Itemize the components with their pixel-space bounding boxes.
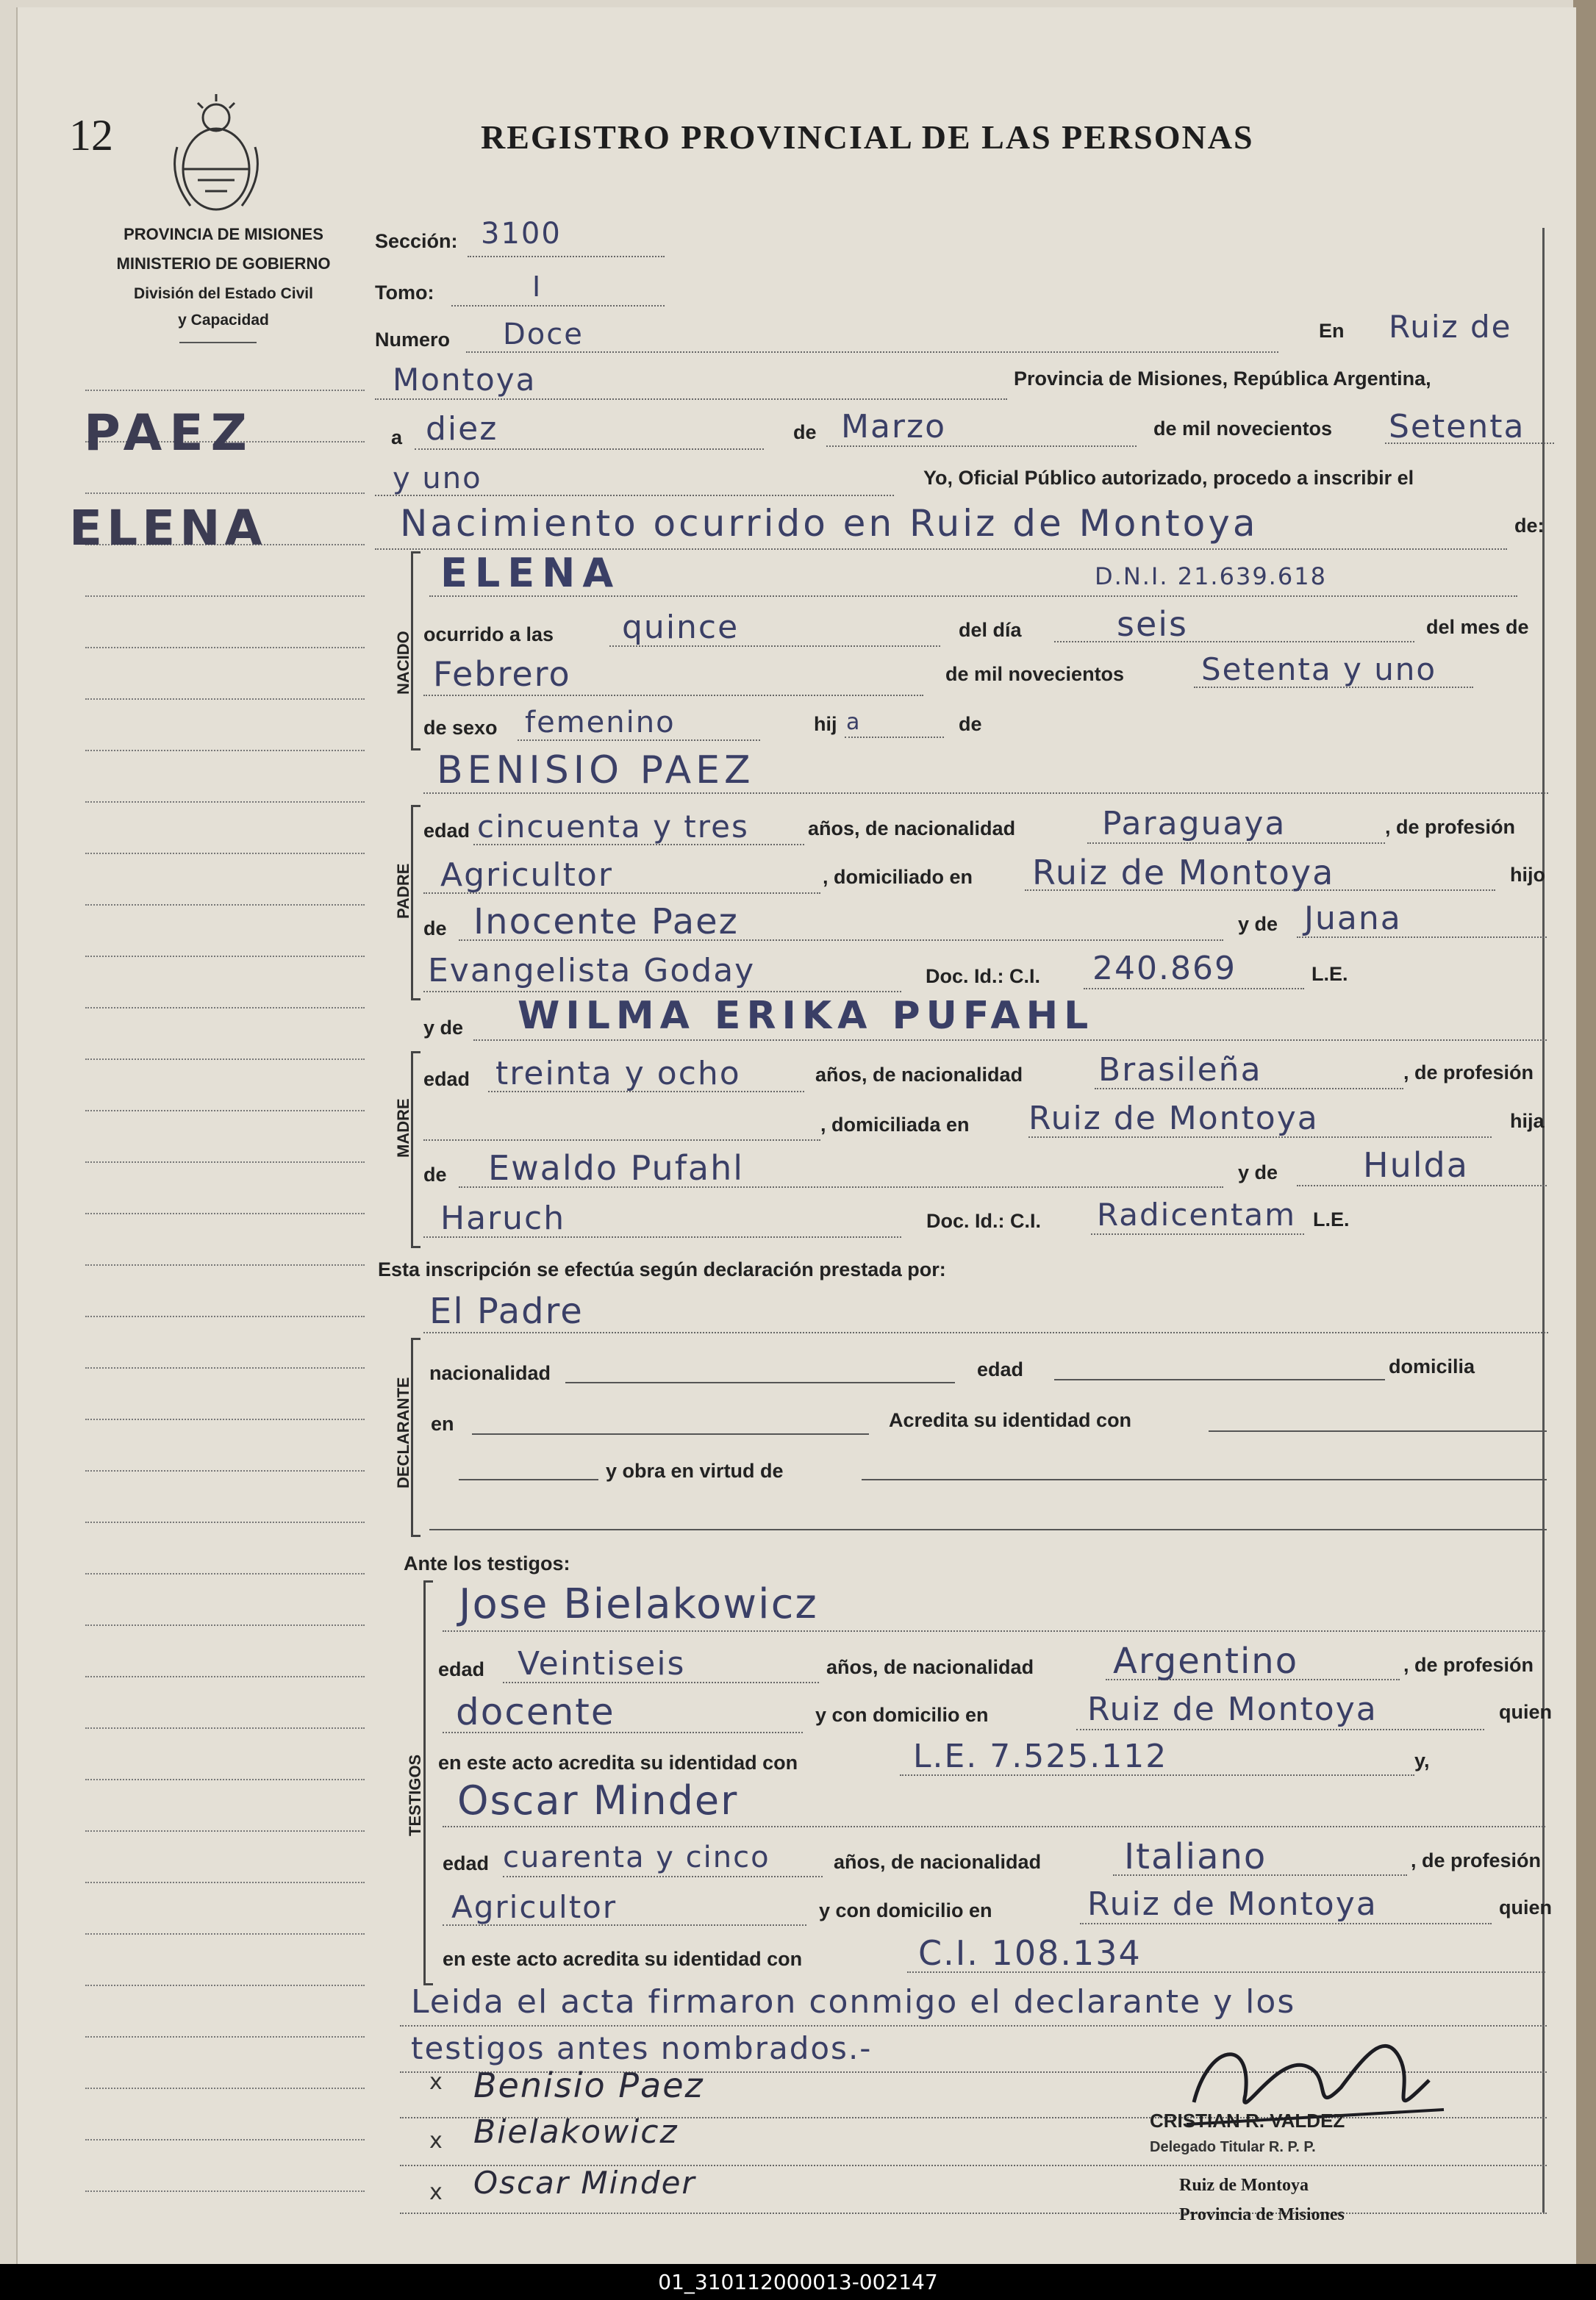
place-continuation: Montoya xyxy=(393,362,537,398)
mother-mother-cont: Haruch xyxy=(440,1200,566,1237)
mother-edad-label: edad xyxy=(423,1068,470,1090)
mother-dom-label: , domiciliada en xyxy=(820,1114,970,1136)
mother-nac-label: años, de nacionalidad xyxy=(815,1064,1023,1086)
registration-year: Setenta xyxy=(1389,408,1525,445)
en-value: Ruiz de xyxy=(1389,309,1512,345)
witness1-domicile: Ruiz de Montoya xyxy=(1087,1691,1378,1728)
nacionalidad-label: nacionalidad xyxy=(429,1362,551,1384)
de-label-2: de xyxy=(959,713,982,735)
acredita-label: Acredita su identidad con xyxy=(889,1409,1132,1431)
obra-label: y obra en virtud de xyxy=(606,1460,784,1482)
testigos-intro: Ante los testigos: xyxy=(404,1552,570,1574)
signature-mark-1: x xyxy=(429,2069,444,2095)
numero-value: Doce xyxy=(503,318,584,351)
witness1-profession: docente xyxy=(456,1691,615,1733)
page-number: 12 xyxy=(69,111,113,160)
de-colon-label: de: xyxy=(1514,515,1545,537)
witness2-id: C.I. 108.134 xyxy=(918,1933,1142,1973)
numero-label: Numero xyxy=(375,329,451,351)
mother-doc-label: Doc. Id.: C.I. xyxy=(926,1210,1042,1232)
witness1-y-label: y, xyxy=(1414,1749,1430,1771)
father-domicile: Ruiz de Montoya xyxy=(1032,853,1335,892)
margin-surname: PAEZ xyxy=(84,404,254,462)
witness2-prof-label: , de profesión xyxy=(1411,1849,1542,1871)
witness2-name: Oscar Minder xyxy=(457,1777,739,1824)
book-binding-edge xyxy=(1573,0,1596,2264)
child-dni: D.N.I. 21.639.618 xyxy=(1095,562,1327,590)
a-label: a xyxy=(391,426,403,448)
seccion-label: Sección: xyxy=(375,230,458,252)
witness2-signature: Oscar Minder xyxy=(473,2165,696,2201)
mother-mother: Hulda xyxy=(1363,1145,1469,1185)
closing-line-2: testigos antes nombrados.- xyxy=(411,2030,873,2066)
declarante-bracket xyxy=(411,1338,421,1537)
birth-hour: quince xyxy=(622,609,740,646)
testigos-section-label: TESTIGOS xyxy=(406,1754,424,1836)
testigos-bracket xyxy=(423,1580,433,1985)
page-title: REGISTRO PROVINCIAL DE LAS PERSONAS xyxy=(481,118,1254,156)
birth-month: Febrero xyxy=(433,654,571,694)
father-edad-label: edad xyxy=(423,820,470,842)
tomo-value: I xyxy=(532,271,543,303)
witness1-acredita-label: en este acto acredita su identidad con xyxy=(438,1752,798,1774)
signature-mark-2: x xyxy=(429,2128,444,2154)
witness2-age: cuarenta y cinco xyxy=(503,1841,770,1874)
declarante-value: El Padre xyxy=(429,1291,584,1332)
mother-nationality: Brasileña xyxy=(1098,1051,1262,1089)
signature-mark-3: x xyxy=(429,2179,444,2205)
witness1-nac-label: años, de nacionalidad xyxy=(826,1656,1034,1678)
father-nationality: Paraguaya xyxy=(1102,805,1287,842)
child-name: ELENA xyxy=(440,550,621,596)
birth-year: Setenta y uno xyxy=(1201,651,1437,687)
stamp-line-2: Ruiz de Montoya xyxy=(1179,2176,1309,2195)
left-header-rule xyxy=(179,342,257,343)
madre-bracket xyxy=(411,1051,421,1248)
division-name: División del Estado Civil xyxy=(134,285,313,302)
provincia-text: Provincia de Misiones, República Argentina, xyxy=(1014,368,1431,390)
division-subname: y Capacidad xyxy=(178,312,269,329)
mother-ci: Radicentam xyxy=(1097,1197,1296,1233)
mother-de-label: de xyxy=(423,1164,447,1186)
declarante-section-label: DECLARANTE xyxy=(394,1377,412,1488)
official-name: CRISTIAN R. VALDEZ xyxy=(1150,2110,1345,2132)
witness1-signature: Bielakowicz xyxy=(473,2113,679,2151)
de-label: de xyxy=(793,421,817,443)
image-footer-id: 01_310112000013-002147 xyxy=(0,2264,1596,2300)
witness1-quien-label: quien xyxy=(1499,1701,1552,1723)
padre-bracket xyxy=(411,805,421,1000)
witness1-nationality: Argentino xyxy=(1113,1641,1299,1682)
hijo-label: hijo xyxy=(1510,864,1545,886)
hij-suffix: a xyxy=(846,709,862,735)
witness2-quien-label: quien xyxy=(1499,1896,1552,1919)
madre-section-label: MADRE xyxy=(394,1098,412,1158)
del-dia-label: del día xyxy=(959,619,1022,641)
witness1-name: Jose Bielakowicz xyxy=(459,1580,818,1628)
mother-y-de-label: y de xyxy=(1238,1161,1278,1183)
ocurrido-label: ocurrido a las xyxy=(423,623,554,645)
witness2-acredita-label: en este acto acredita su identidad con xyxy=(443,1948,803,1970)
father-profession: Agricultor xyxy=(440,856,613,894)
father-dom-label: , domiciliado en xyxy=(823,866,973,888)
ministry-name: MINISTERIO DE GOBIERNO xyxy=(116,254,331,273)
del-mes-label: del mes de xyxy=(1426,616,1529,638)
stamp-line-1: Delegado Titular R. P. P. xyxy=(1150,2139,1316,2155)
mother-y-de-label: y de xyxy=(423,1017,464,1039)
witness2-nac-label: años, de nacionalidad xyxy=(834,1851,1042,1873)
tomo-label: Tomo: xyxy=(375,282,434,304)
father-le-label: L.E. xyxy=(1311,963,1348,985)
mother-domicile: Ruiz de Montoya xyxy=(1028,1100,1319,1137)
padre-section-label: PADRE xyxy=(394,863,412,919)
nacido-bracket xyxy=(411,551,421,750)
seccion-value: 3100 xyxy=(481,217,562,251)
margin-given-name: ELENA xyxy=(69,500,267,556)
hij-label: hij xyxy=(814,713,837,735)
paper-sheet xyxy=(16,7,1576,2264)
birth-mil-label: de mil novecientos xyxy=(945,663,1125,685)
father-nac-label: años, de nacionalidad xyxy=(808,817,1016,839)
mil-label: de mil novecientos xyxy=(1153,418,1333,440)
mother-prof-label: , de profesión xyxy=(1403,1061,1534,1083)
mother-le-label: L.E. xyxy=(1313,1208,1350,1230)
witness1-edad-label: edad xyxy=(438,1658,485,1680)
father-mother-cont: Evangelista Goday xyxy=(428,952,756,989)
registration-month: Marzo xyxy=(841,408,947,445)
year-continuation: y uno xyxy=(393,462,482,495)
witness2-profession: Agricultor xyxy=(451,1889,618,1925)
witness2-edad-label: edad xyxy=(443,1852,490,1874)
nacido-section-label: NACIDO xyxy=(394,631,412,695)
mother-age: treinta y ocho xyxy=(495,1055,741,1092)
birth-day: seis xyxy=(1117,604,1189,644)
father-y-de-label: y de xyxy=(1238,913,1278,935)
father-ci: 240.869 xyxy=(1092,950,1237,987)
registration-day: diez xyxy=(426,410,498,448)
witness1-prof-label: , de profesión xyxy=(1403,1654,1534,1676)
father-age: cincuenta y tres xyxy=(477,809,749,845)
domicilia-label: domicilia xyxy=(1389,1355,1475,1378)
father-de-label: de xyxy=(423,917,447,939)
witness2-nationality: Italiano xyxy=(1124,1836,1267,1877)
oficial-text: Yo, Oficial Público autorizado, procedo a inscribir el xyxy=(923,467,1414,489)
father-signature: Benisio Paez xyxy=(473,2066,704,2105)
father-father: Inocente Paez xyxy=(473,901,739,942)
sexo-label: de sexo xyxy=(423,717,498,739)
witness1-id: L.E. 7.525.112 xyxy=(913,1738,1168,1775)
witness1-dom-label: y con domicilio en xyxy=(815,1704,989,1726)
declarante-en-label: en xyxy=(431,1413,454,1435)
mother-father: Ewaldo Pufahl xyxy=(488,1148,745,1188)
act-type: Nacimiento ocurrido en Ruiz de Montoya xyxy=(400,502,1259,545)
witness1-age: Veintiseis xyxy=(518,1645,686,1683)
father-doc-label: Doc. Id.: C.I. xyxy=(926,965,1041,987)
declaracion-text: Esta inscripción se efectúa según declaración prestada por: xyxy=(378,1258,946,1280)
witness2-domicile: Ruiz de Montoya xyxy=(1087,1885,1378,1923)
hija-label: hija xyxy=(1510,1110,1545,1132)
witness2-dom-label: y con domicilio en xyxy=(819,1899,992,1921)
stamp-line-3: Provincia de Misiones xyxy=(1179,2205,1345,2224)
father-prof-label: , de profesión xyxy=(1385,816,1516,838)
sex-value: femenino xyxy=(525,706,676,739)
declarante-edad-label: edad xyxy=(977,1358,1024,1380)
mother-name: WILMA ERIKA PUFAHL xyxy=(518,994,1095,1038)
father-mother: Juana xyxy=(1304,900,1402,937)
en-label: En xyxy=(1319,320,1345,342)
coat-of-arms-icon xyxy=(161,88,271,221)
father-name: BENISIO PAEZ xyxy=(437,748,755,792)
province-name: PROVINCIA DE MISIONES xyxy=(124,225,323,243)
closing-line-1: Leida el acta firmaron conmigo el declarante y los xyxy=(411,1983,1296,2021)
